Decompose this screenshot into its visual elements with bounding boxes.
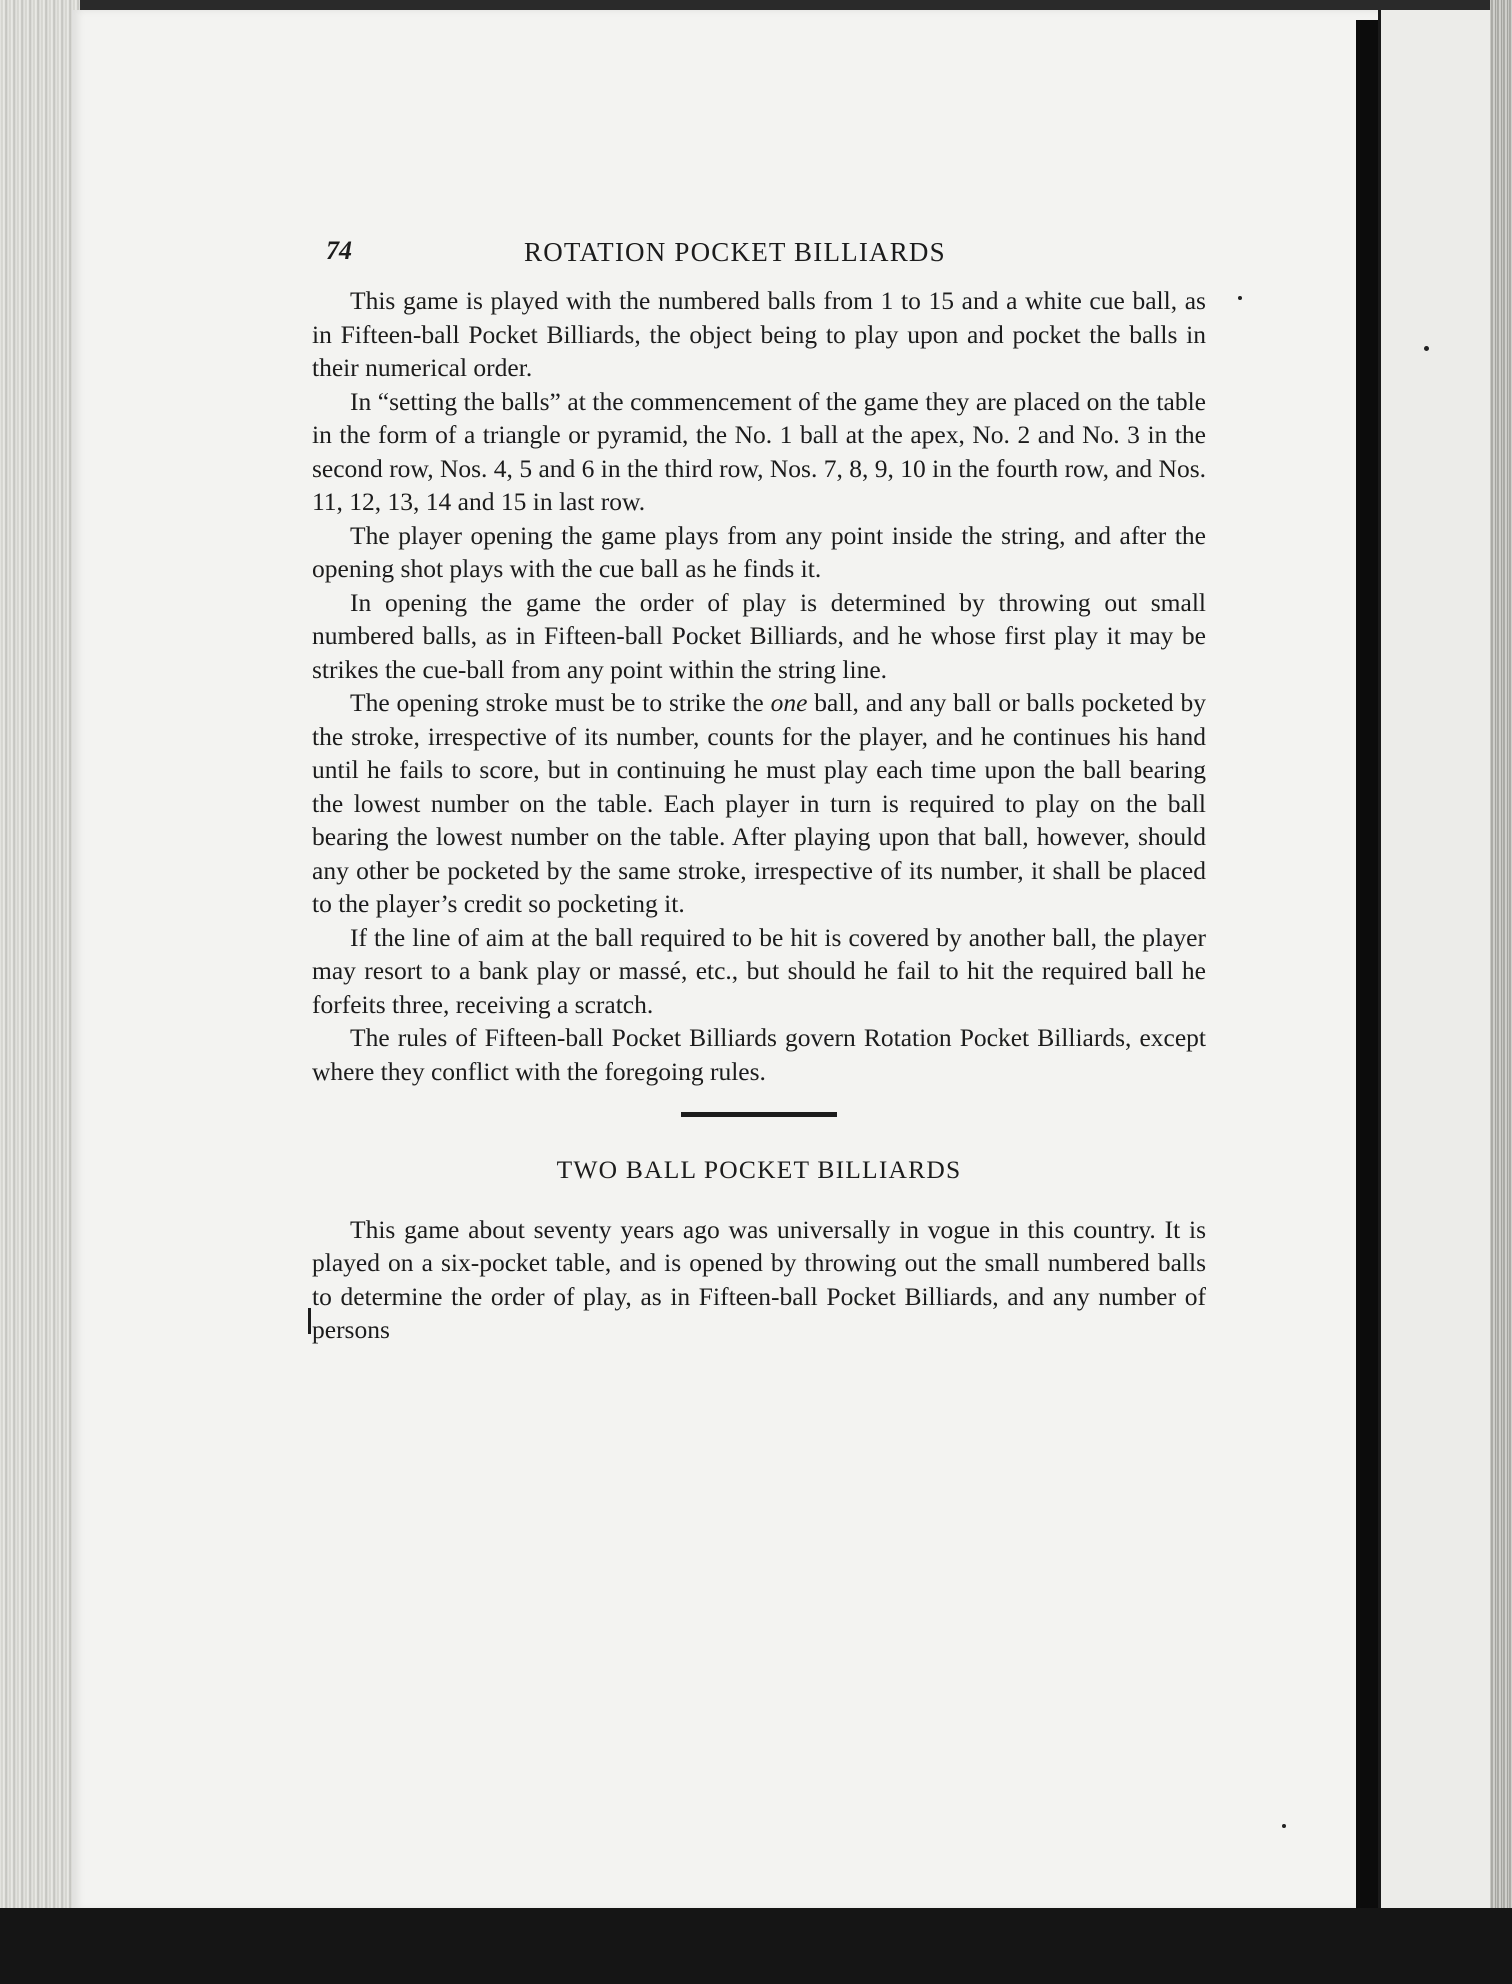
page-text-block	[312, 232, 1206, 1347]
paragraph: The rules of Fifteen-ball Pocket Billiards govern Rotation Pocket Billiards, except where they conflict with the foregoing rules.	[312, 1023, 1206, 1086]
paragraph-text: The opening stroke must be to strike the	[350, 688, 771, 717]
book-gutter	[1356, 20, 1378, 1910]
paragraph: If the line of aim at the ball required to be hit is covered by another ball, the player may resort to a bank play or massé, etc., but should he fail to hit the required ball he forfeits three, receiving a scratch.	[312, 922, 1206, 1019]
paragraph: This game is played with the numbered balls from 1 to 15 and a white cue ball, as in Fifteen-ball Pocket Billiards, the object being to play upon and pocket the balls in their numerical order.	[312, 286, 1206, 382]
paragraph: This game about seventy years ago was universally in vogue in this country. It is played on a six-pocket table, and is opened by throwing out the small numbered balls to determine the order of play, as in Fifteen-ball Pocket Billiards, and any number of persons	[312, 1214, 1206, 1344]
running-head	[312, 232, 1206, 284]
speck	[1424, 346, 1429, 351]
section-heading: TWO BALL POCKET BILLIARDS	[556, 1155, 962, 1184]
paragraph: In “setting the balls” at the commencement of the game they are placed on the table in the form of a triangle or pyramid, the No. 1 ball at the apex, No. 2 and No. 3 in the second row, Nos. 4, 5 and 6 in the third row, Nos. 7, 8, 9, 10 in the fourth row, and Nos. 11, 12, 13, 14 and 15 in last row.	[312, 386, 1206, 516]
speck	[1238, 296, 1242, 300]
paragraph-text: ball, and any ball or balls pocketed by the stroke, irrespective of its number, counts for the player, and he continues his hand until he fails to score, but in continuing he must play each time upon the ball bearing the lowest number on the table. Each player in turn is required to play on the ball bearing the lowest number on the table. After playing upon that ball, however, should any other be pocketed by the same stroke, irrespective of its number, it shall be placed to the player’s credit so pocketing it.	[312, 688, 1206, 918]
running-title: ROTATION POCKET BILLIARDS	[524, 237, 946, 267]
scan-bottom-border	[0, 1908, 1512, 1984]
right-page-edges	[1490, 0, 1512, 1984]
left-page-edges	[0, 0, 80, 1984]
margin-mark	[308, 1308, 311, 1334]
italic-word: one	[770, 688, 808, 717]
paragraph: In opening the game the order of play is determined by throwing out small numbered balls, as in Fifteen-ball Pocket Billiards, and he whose first play it may be strikes the cue-ball from any point within the string line.	[312, 587, 1206, 684]
paragraph: The player opening the game plays from any point inside the string, and after the opening shot plays with the cue ball as he finds it.	[312, 520, 1206, 583]
section-divider-rule	[681, 1112, 837, 1117]
paragraph	[312, 686, 1206, 921]
page-number: 74	[326, 236, 352, 265]
speck	[1282, 1824, 1286, 1828]
